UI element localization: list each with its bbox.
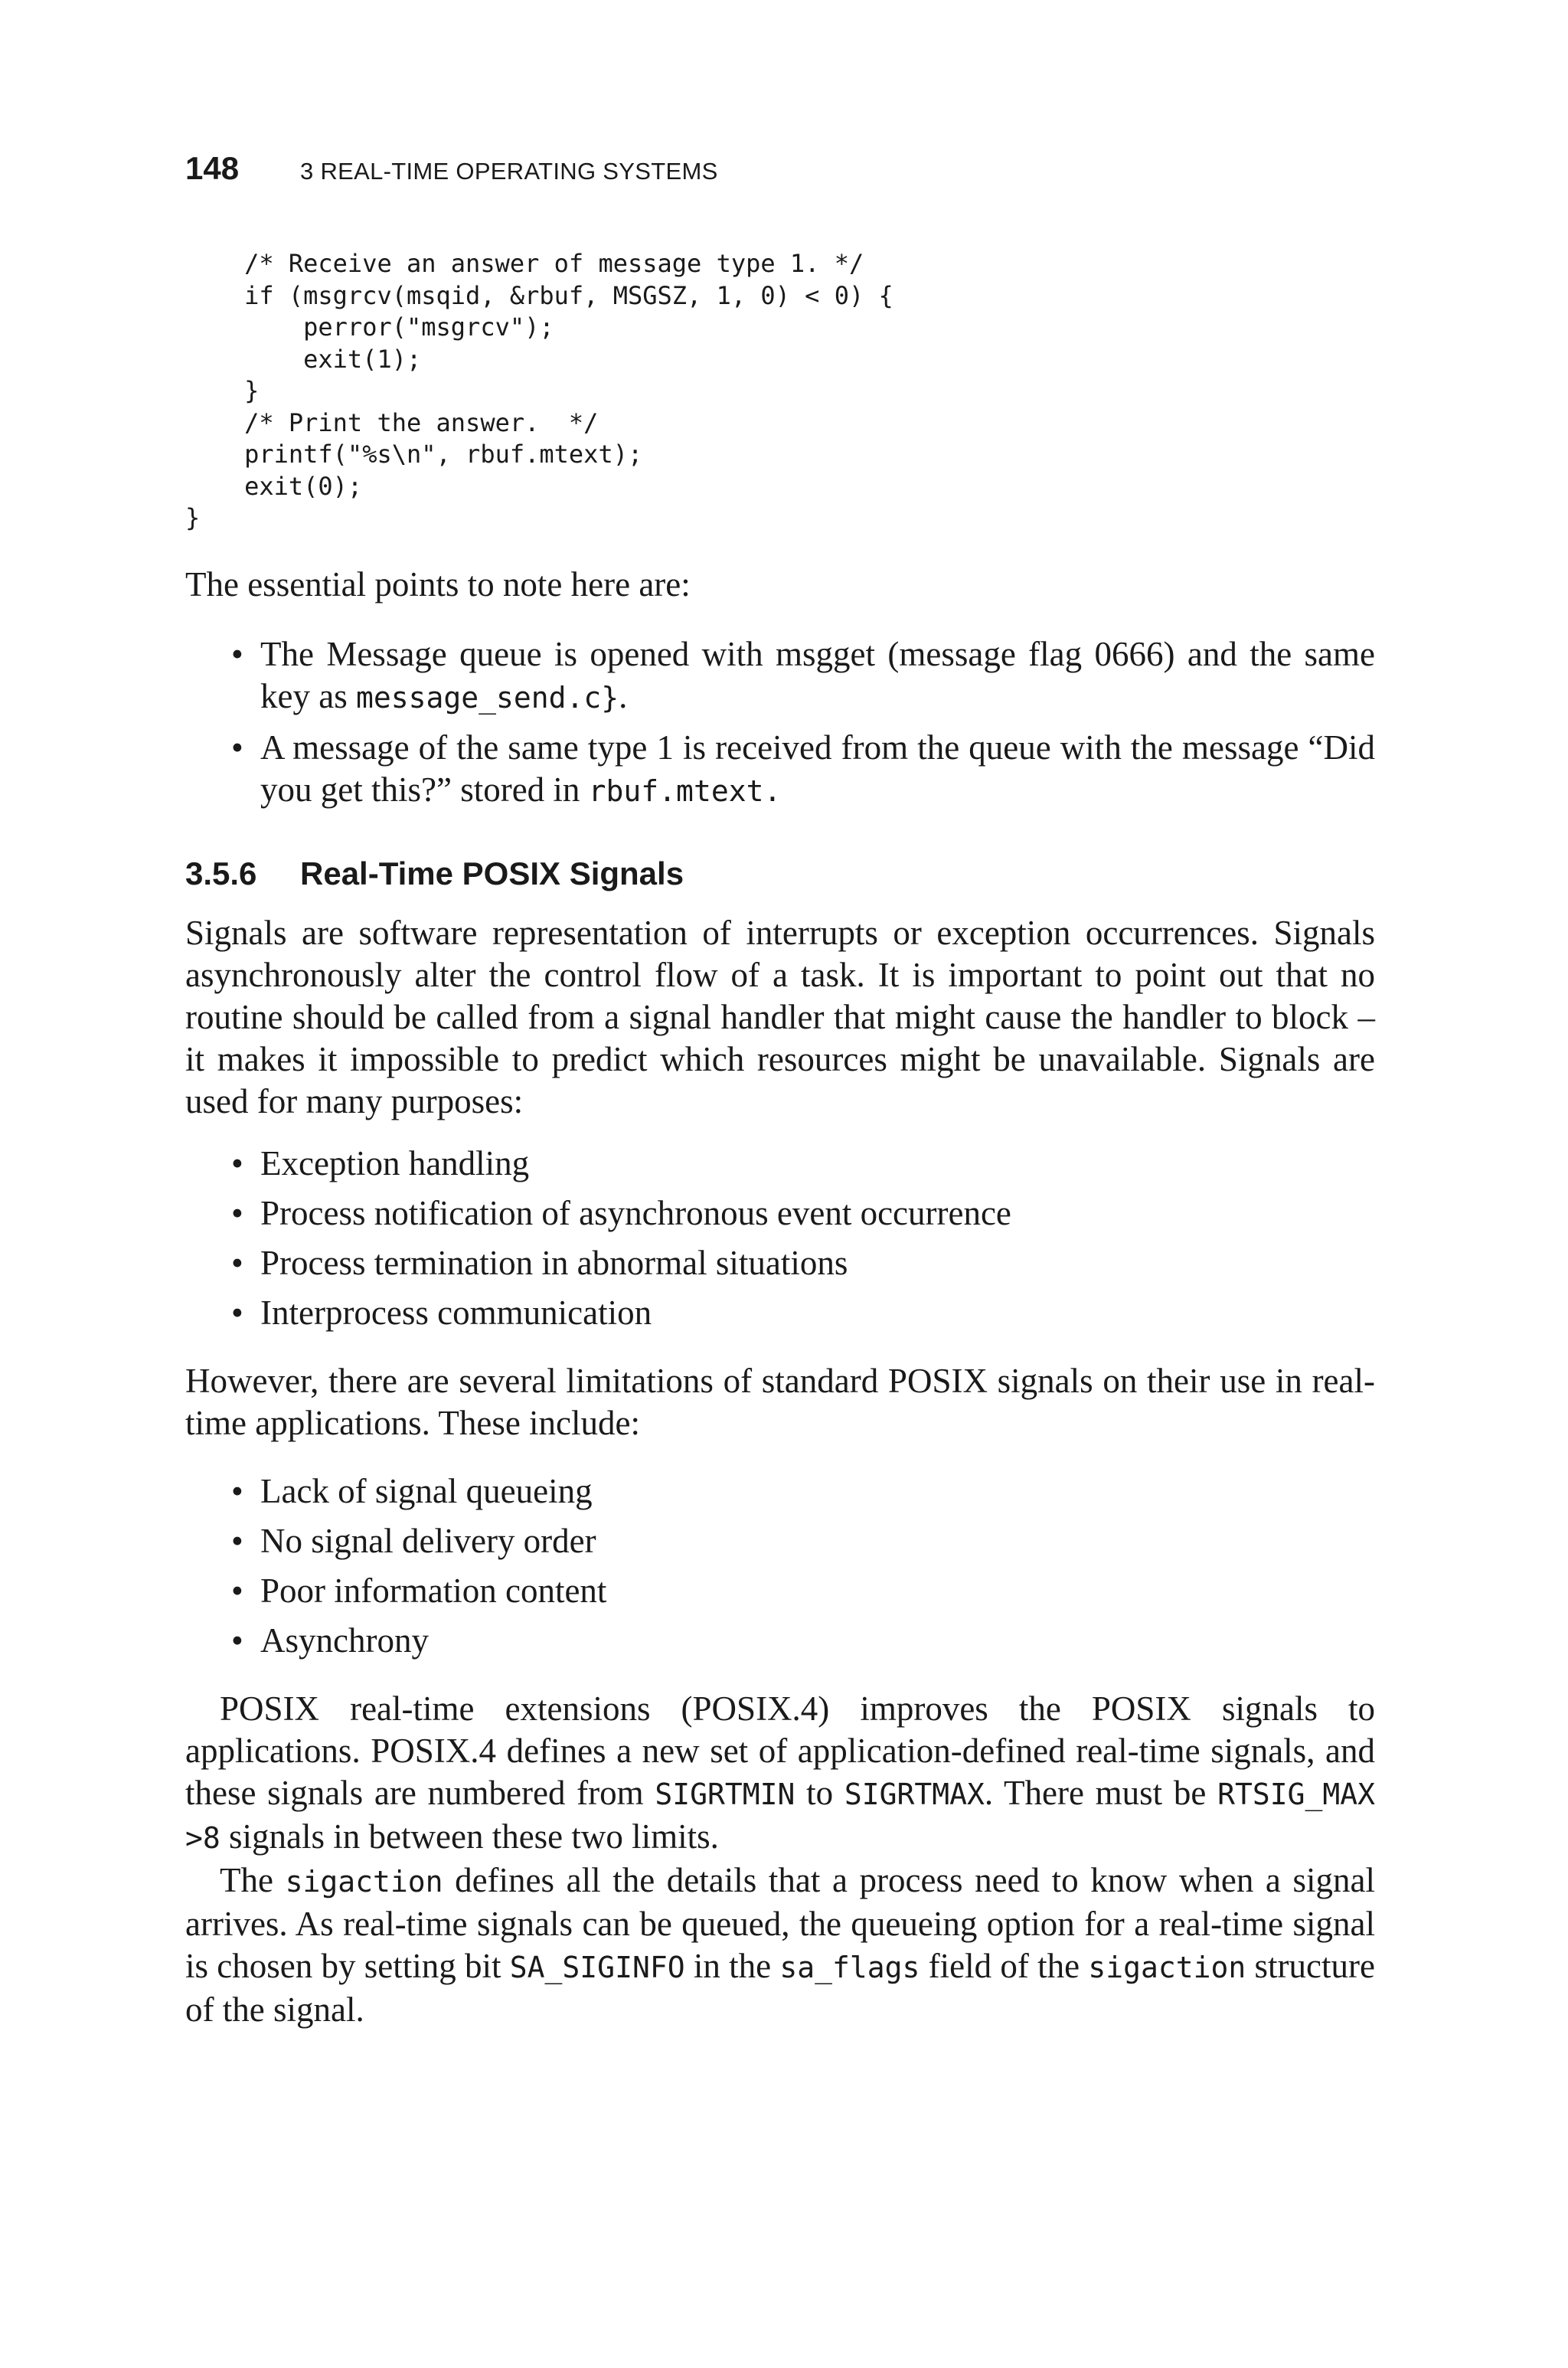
inline-code: SIGRTMIN [655,1777,795,1811]
list-item: • Lack of signal queueing [231,1470,1375,1513]
book-page [185,150,1375,2031]
code-line: if (msgrcv(msqid, &rbuf, MSGSZ, 1, 0) < 0) { [185,280,893,310]
code-line: perror("msgrcv"); [185,312,554,342]
signals-paragraph: Signals are software representation of interrupts or exception occurrences. Signals asynchronously alter the control flow of a task. It is important to point out that no routine should be called from a signal handler that might cause the handler to block – it makes it impossible to predict which resources might be unavailable. Signals are used for many purposes: [185,913,1375,1120]
inline-code: sa_flags [779,1950,920,1984]
limitations-paragraph: However, there are several limitations of standard POSIX signals on their use in real-time applications. These include: [185,1361,1375,1442]
list-item: • Process notification of asynchronous event occurrence [231,1192,1375,1235]
sigaction-paragraph: The sigaction defines all the details that a process need to know when a signal arrives. As real-time signals can be queued, the queueing option for a real-time signal is chosen by setting bit SA_SIGINFO in the sa_flags field of the sigaction structure of the signal. [185,1860,1376,2029]
purposes-list [185,1143,1375,1334]
code-line: /* Receive an answer of message type 1. */ [185,249,864,278]
inline-code: SA_SIGINFO [509,1950,685,1984]
list-item: • Interprocess communication [231,1292,1375,1334]
code-line: printf("%s\n", rbuf.mtext); [185,440,643,469]
section-heading [185,855,1375,892]
running-head [185,150,1375,196]
list-item: • Exception handling [231,1143,1375,1185]
posix4-paragraph: POSIX real-time extensions (POSIX.4) improves the POSIX signals to applications. POSIX.4 defines a new set of application-defined real-time signals, and these signals are numbered from SIGRTMIN to SIGRTMAX. There must be RTSIG_MAX >8 signals in between these two limits. [185,1689,1375,1856]
section-number: 3.5.6 [185,855,257,891]
list-item: • Process termination in abnormal situations [231,1242,1375,1284]
limitations-list [185,1470,1375,1662]
code-listing [185,248,1375,535]
key-points-list [185,633,1375,813]
list-item: • No signal delivery order [231,1520,1375,1562]
bullet-icon: • [231,1621,243,1660]
bullet-icon: • [231,1143,243,1182]
inline-code: sigaction [1088,1950,1246,1984]
bullet-icon: • [231,728,243,767]
list-item: • The Message queue is opened with msgget (message flag 0666) and the same key as message_send.c}. [231,634,1375,715]
code-line: exit(0); [185,471,363,501]
bullet-icon: • [231,1521,243,1560]
inline-code: SIGRTMAX [844,1777,985,1811]
list-item: • A message of the same type 1 is received from the queue with the message “Did you get this?” stored in rbuf.mtext. [231,728,1375,809]
code-line: exit(1); [185,344,422,374]
running-title: 3 REAL-TIME OPERATING SYSTEMS [300,158,718,185]
page-number: 148 [185,150,240,186]
bullet-icon: • [231,1471,243,1510]
bullet-icon: • [231,1293,243,1332]
bullet-icon: • [231,1571,243,1610]
code-line: } [185,503,201,532]
bullet-icon: • [231,1193,243,1232]
code-line: /* Print the answer. */ [185,407,599,437]
inline-code: RTSIG_MAX >8 [185,1777,1375,1855]
intro-paragraph: The essential points to note here are: [185,564,691,603]
bullet-icon: • [231,1243,243,1282]
list-item: • Asynchrony [231,1620,1375,1662]
section-title: Real-Time POSIX Signals [300,855,684,891]
code-line: } [185,376,260,405]
inline-code: rbuf.mtext. [588,774,782,808]
list-item: • Poor information content [231,1570,1375,1612]
inline-code: message_send.c} [355,680,619,715]
inline-code: sigaction [285,1864,443,1899]
bullet-icon: • [231,634,243,673]
